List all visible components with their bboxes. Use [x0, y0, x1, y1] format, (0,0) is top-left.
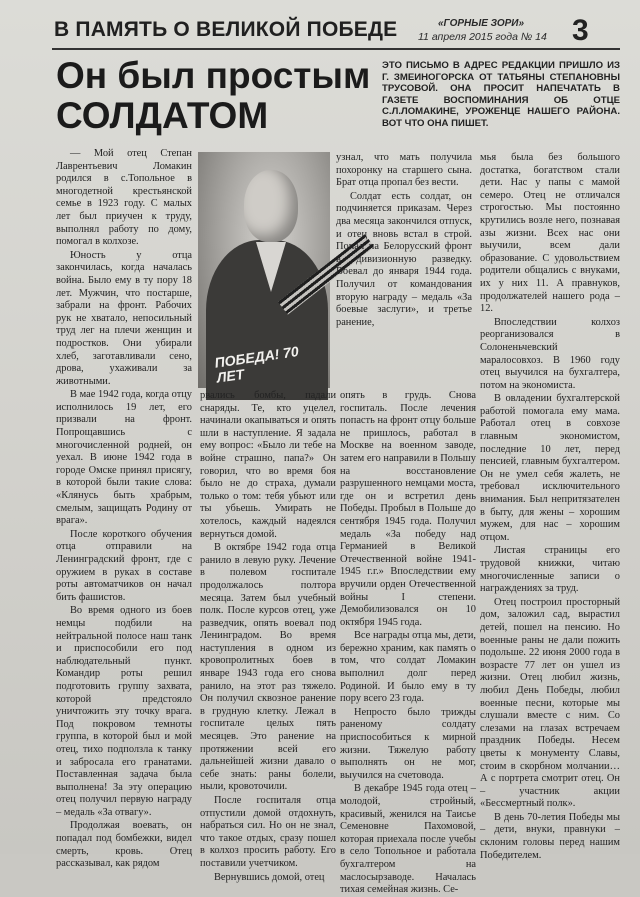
paragraph: мья была без большого достатка, богатством стали дети. Нас у папы с мамой семеро. Отец не отличался строгостью. Мы постоянно крутились возле него, познавая азы жизни. Всех нас они выучили, всем дали образование. С удовольствием родители общались с внуками, их у них 11. А правнуков, продолжателей нашего рода – 12.	[480, 152, 620, 315]
paragraph: Юность у отца закончилась, когда началась война. Было ему в ту пору 18 лет. Мужчин, что постарше, забрали на фронт. Рабочих рук не хватало, непосильный труд лег на плечи женщин и подростков. Они убирали хлеб, заготавливали сено, дрова, ухаживали за животными.	[56, 249, 192, 387]
issue-date: 11 апреля 2015 года № 14	[418, 31, 547, 43]
paragraph: — Мой отец Степан Лаврентьевич Ломакин родился в с.Топольное в многодетной крестьянской семье в 1923 году. С малых лет был приучен к труду, выполнял работу по дому, помогал в колхозе.	[56, 148, 192, 248]
paragraph: Отец построил просторный дом, заложил сад, вырастил детей, пошел на пенсию. Но военные раны не дали пожить подольше. 22 июня 2000 года в возрасте 77 лет он ушел из жизни. Отец любил жизнь, любил День Победы, любил военные песни, которые мы слушали вместе с ним. Со слезами на глазах встречаем праздник Победы. Несем цветы к монументу Славы, стоим в скорбном молчании… А с портрета смотрит отец. Он – участник акции «Бессмертный полк».	[480, 596, 620, 810]
page-number: 3	[572, 14, 589, 47]
paragraph: Впоследствии колхоз реорганизовался в Солоненьчевский маралосовхоз. В 1960 году отец выучился на бухгалтера, потом на экономиста.	[480, 316, 620, 391]
paragraph: После госпиталя отца отпустили домой отдохнуть, набраться сил. Но он не знал, что такое отдых, сразу пошел в колхоз просить работу. Его поставили учетчиком.	[200, 795, 336, 869]
headline-line-1: Он был простым	[56, 55, 371, 96]
paragraph: Во время одного из боев немцы подбили на нейтральной полосе наш танк и приспособили его под наблюдательный пункт. Командир роты решил подготовить группу захвата, которой предстояло уничтожить эту точку врага. Под покровом темноты группа, в которой был и мой отец, тихо подползла к танку и забросала его гранатами. Поставленная задача была выполнена! За эту операцию отец получил первую награду – медаль «За отвагу».	[56, 605, 192, 818]
page-header	[46, 14, 626, 58]
portrait-head	[244, 170, 298, 242]
paragraph: В день 70-летия Победы мы – дети, внуки, правнуки – склоним головы перед нашим Победителем.	[480, 811, 620, 861]
paragraph: В овладении бухгалтерской работой помогала ему мама. Работал отец в совхозе главным экономистом, последние 10 лет, перед пенсией, главным бухгалтером. Он не умел себя жалеть, не требовал исключительного внимания. Был непритязателен в быту, для жены – хорошим мужем, для нас – хорошим отцом.	[480, 393, 620, 543]
paragraph: В мае 1942 года, когда отцу исполнилось 19 лет, его призвали на фронт. Попрощавшись с многочисленной родней, он уехал. В июне 1942 года в городе Омске принял присягу, в которой были такие слова: «Клянусь быть храбрым, смелым, защищать Родину от врага».	[56, 389, 192, 527]
article-headline	[56, 56, 396, 136]
paragraph: В декабре 1945 года отец – молодой, стройный, красивый, женился на Таисье Семеновне Пахомовой, которая приехала после учебы в село Топольное и работала бухгалтером на маслосырзаводе. Началась тихая семейная жизнь. Се-	[340, 783, 476, 896]
article-column-2-top	[336, 152, 472, 390]
paragraph: Листая страницы его трудовой книжки, читаю многочисленные записи о награждениях за труд.	[480, 545, 620, 595]
paragraph: узнал, что мать получила похоронку на старшего сына. Брат отца пропал без вести.	[336, 152, 472, 189]
article-column-4	[480, 152, 620, 861]
victory-70-caption: ПОБЕДА! 70 ЛЕТ	[213, 343, 300, 386]
paragraph: Непросто было трижды раненому солдату приспособиться к мирной жизни. Тяжелую работу выполнять он не мог, выучился на счетовода.	[340, 706, 476, 781]
paragraph: Все награды отца мы, дети, бережно храним, как память о том, что солдат Ломакин выполнил долг перед Родиной. И было ему в ту пору всего 23 года.	[340, 630, 476, 705]
article-column-2	[200, 390, 336, 883]
paragraph: опять в грудь. Снова госпиталь. После лечения попасть на фронт отцу больше не пришлось, работал в Москве на военном заводе, затем его направили в Польшу на восстановление разрушенного немцами моста, где он и встретил день Победы. Пробыл в Польше до сентября 1945 года. Получил медаль «За победу над Германией в Великой Отечественной войне 1941-1945 г.г.» Впоследствии ему вручили орден Отечественной войны I степени. Демобилизовался он 10 октября 1945 года.	[340, 390, 476, 628]
paragraph: В октябре 1942 года отца ранило в левую руку. Лечение в полевом госпитале продолжалось полтора месяца. Затем был учебный полк. После курсов отец, уже разведчик, опять воевал под Ленинградом. Во время наступления в одном из кровопролитных боев в январе 1943 года его снова ранило, на этот раз тяжело. Он получил сквозное ранение в грудную клетку. Лежал в госпитале целых пять месяцев. Это ранение на протяжении всей его дальнейшей жизни давало о себе знать: раны болели, ныли, кровоточили.	[200, 542, 336, 793]
paragraph: Вернувшись домой, отец	[214, 871, 325, 883]
paragraph: Продолжая воевать, он попадал под бомбежки, видел смерть, кровь. Отец рассказывал, как рядом	[56, 820, 192, 870]
newspaper-name: «ГОРНЫЕ ЗОРИ»	[438, 18, 525, 29]
article-column-1	[56, 148, 192, 870]
veteran-portrait-photo	[198, 152, 330, 388]
paragraph: рвались бомбы, падали снаряды. Те, кто уцелел, начинали окапываться и опять шли в наступление. Я задала ему вопрос: «Было ли тебе на войне страшно, папа?» Он говорил, что во время боя было не до страха, думали только о том: тебя убьют или ты убьешь. Умирать не хотелось, каждый надеялся вернуться домой.	[200, 390, 336, 540]
section-title: В ПАМЯТЬ О ВЕЛИКОЙ ПОБЕДЕ	[54, 18, 398, 41]
paragraph: Солдат есть солдат, он подчиняется приказам. Через два месяца закончился отпуск, и отец вновь встал в строй. Попал на Белорусский фронт в дивизионную разведку. Воевал до января 1944 года. Получил от командования вторую награду – медаль «За боевые заслуги», и третье ранение,	[336, 190, 472, 328]
article-intro: ЭТО ПИСЬМО В АДРЕС РЕДАКЦИИ ПРИШЛО ИЗ Г. ЗМЕИНОГОРСКА ОТ ТАТЬЯНЫ СТЕПАНОВНЫ ТРУСОВОЙ. ОНА ПРОСИТ НАПЕЧАТАТЬ В ГАЗЕТЕ ВОСПОМИНАНИЯ ОБ ОТЦЕ С.Л.ЛОМАКИНЕ, УРОЖЕНЦЕ НАШЕГО РАЙОНА. ВОТ ЧТО ОНА ПИШЕТ.	[382, 60, 620, 129]
headline-line-2: СОЛДАТОМ	[56, 95, 269, 136]
header-rule	[52, 48, 620, 50]
article-column-3	[340, 390, 476, 896]
paragraph: После короткого обучения отца отправили на Ленинградский фронт, где с оружием в руках в составе роты автоматчиков он начал бить фашистов.	[56, 528, 192, 603]
